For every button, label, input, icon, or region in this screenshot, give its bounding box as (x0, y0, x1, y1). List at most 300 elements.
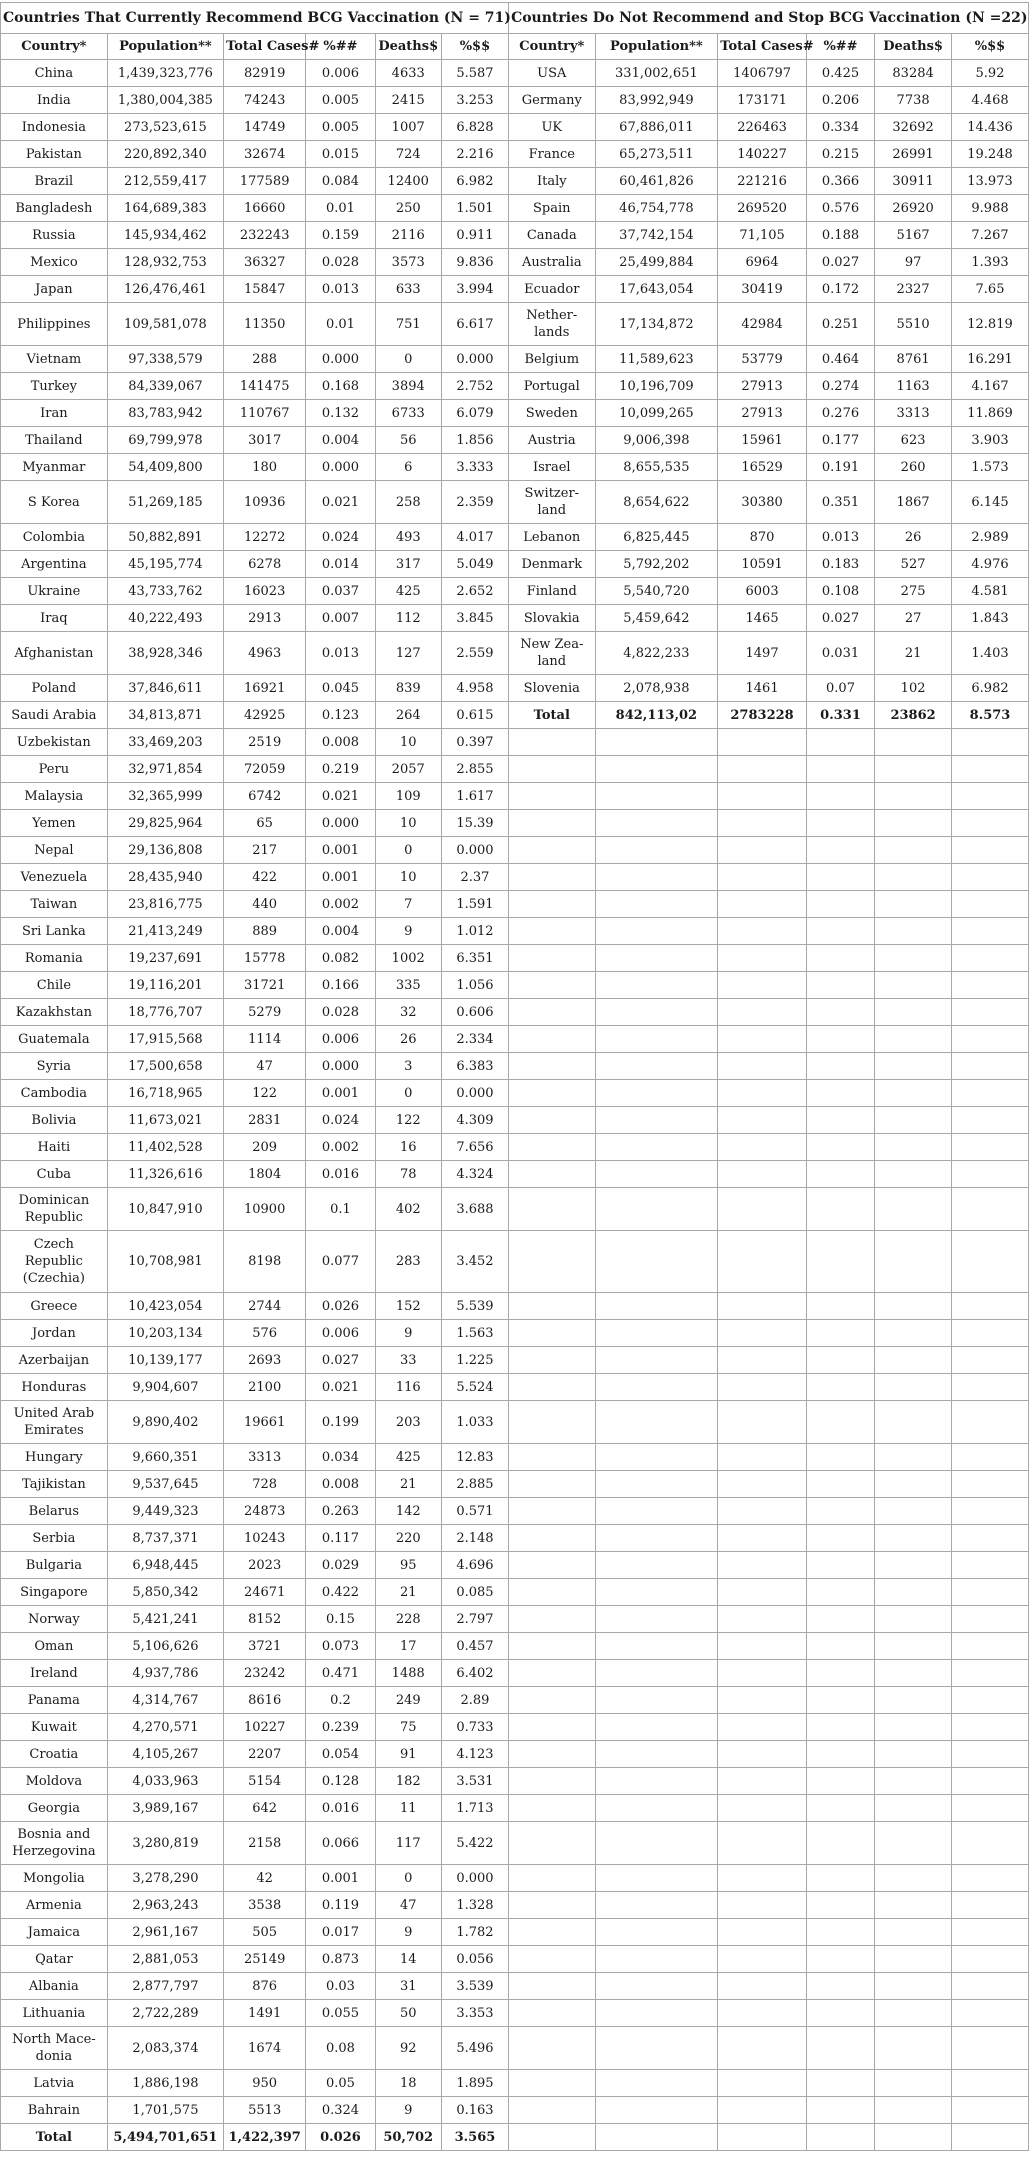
empty-cell (875, 1401, 952, 1444)
right-cell-deaths: 1163 (875, 373, 952, 400)
table-row (1, 1471, 1029, 1498)
left-cell-deaths: 182 (375, 1768, 441, 1795)
empty-cell (718, 1107, 807, 1134)
left-cell-total-cases: 8616 (224, 1687, 306, 1714)
empty-cell (806, 1714, 874, 1741)
table-row (1, 1660, 1029, 1687)
left-cell-population: 9,890,402 (107, 1401, 223, 1444)
left-cell-deaths: 724 (375, 141, 441, 168)
left-cell-deaths: 95 (375, 1552, 441, 1579)
empty-cell (875, 1134, 952, 1161)
empty-cell (595, 1444, 718, 1471)
table-row (1, 810, 1029, 837)
left-cell-total-cases: 3721 (224, 1633, 306, 1660)
right-cell-total-cases: 221216 (718, 168, 807, 195)
empty-cell (595, 1053, 718, 1080)
empty-cell (595, 837, 718, 864)
left-cell-total-cases: 122 (224, 1080, 306, 1107)
right-cell-deaths: 5510 (875, 303, 952, 346)
left-cell-death-percent: 5.496 (441, 2027, 508, 2070)
left-cell-deaths: 11 (375, 1795, 441, 1822)
empty-cell (875, 1231, 952, 1293)
left-cell-deaths: 0 (375, 346, 441, 373)
left-cell-population: 10,847,910 (107, 1188, 223, 1231)
right-cell-population: 8,655,535 (595, 454, 718, 481)
empty-cell (595, 1231, 718, 1293)
empty-cell (509, 1444, 595, 1471)
table-row (1, 114, 1029, 141)
left-cell-country: Vietnam (1, 346, 108, 373)
left-cell-death-percent: 1.713 (441, 1795, 508, 1822)
right-cell-death-percent: 6.982 (952, 675, 1029, 702)
left-cell-total-cases: 3017 (224, 427, 306, 454)
right-cell-case-percent: 0.183 (806, 551, 874, 578)
left-cell-death-percent: 2.89 (441, 1687, 508, 1714)
left-cell-population: 145,934,462 (107, 222, 223, 249)
left-cell-country: Romania (1, 945, 108, 972)
left-cell-population: 220,892,340 (107, 141, 223, 168)
empty-cell (595, 1293, 718, 1320)
left-cell-death-percent: 4.696 (441, 1552, 508, 1579)
empty-cell (875, 1026, 952, 1053)
left-cell-death-percent: 6.079 (441, 400, 508, 427)
right-cell-case-percent: 0.274 (806, 373, 874, 400)
empty-cell (718, 972, 807, 999)
empty-cell (595, 1892, 718, 1919)
left-cell-deaths: 9 (375, 2097, 441, 2124)
empty-cell (595, 1741, 718, 1768)
left-cell-deaths: 9 (375, 1919, 441, 1946)
left-cell-population: 6,948,445 (107, 1552, 223, 1579)
right-cell-case-percent: 0.172 (806, 276, 874, 303)
right-cell-death-percent: 12.819 (952, 303, 1029, 346)
table-row (1, 1498, 1029, 1525)
left-cell-population: 9,449,323 (107, 1498, 223, 1525)
left-cell-case-percent: 0.159 (306, 222, 375, 249)
table-row (1, 972, 1029, 999)
left-cell-population: 32,365,999 (107, 783, 223, 810)
left-cell-population: 1,439,323,776 (107, 60, 223, 87)
empty-cell (718, 2097, 807, 2124)
left-cell-total-cases: 2100 (224, 1374, 306, 1401)
left-cell-country: Mongolia (1, 1865, 108, 1892)
left-cell-total-cases: 1491 (224, 2000, 306, 2027)
right-cell-population: 10,099,265 (595, 400, 718, 427)
left-cell-population: 32,971,854 (107, 756, 223, 783)
left-cell-case-percent: 0.021 (306, 783, 375, 810)
empty-cell (875, 1053, 952, 1080)
right-cell-total-cases: 6003 (718, 578, 807, 605)
table-row (1, 1552, 1029, 1579)
left-cell-case-percent: 0.007 (306, 605, 375, 632)
left-cell-population: 273,523,615 (107, 114, 223, 141)
left-cell-case-percent: 0.166 (306, 972, 375, 999)
left-cell-deaths: 203 (375, 1401, 441, 1444)
right-cell-country: Canada (509, 222, 595, 249)
left-cell-population: 10,203,134 (107, 1320, 223, 1347)
left-cell-case-percent: 0.03 (306, 1973, 375, 2000)
right-total-case-percent: 0.331 (806, 702, 874, 729)
left-cell-country: Dominican Republic (1, 1188, 108, 1231)
left-cell-deaths: 56 (375, 427, 441, 454)
left-cell-total-cases: 10936 (224, 481, 306, 524)
right-cell-deaths: 26920 (875, 195, 952, 222)
left-cell-deaths: 31 (375, 1973, 441, 2000)
right-cell-population: 65,273,511 (595, 141, 718, 168)
empty-cell (509, 945, 595, 972)
left-cell-total-cases: 23242 (224, 1660, 306, 1687)
table-row (1, 1080, 1029, 1107)
left-cell-case-percent: 0.117 (306, 1525, 375, 1552)
right-cell-population: 10,196,709 (595, 373, 718, 400)
left-cell-deaths: 142 (375, 1498, 441, 1525)
right-cell-death-percent: 1.573 (952, 454, 1029, 481)
empty-cell (806, 999, 874, 1026)
right-cell-total-cases: 1406797 (718, 60, 807, 87)
right-cell-population: 17,134,872 (595, 303, 718, 346)
right-cell-case-percent: 0.206 (806, 87, 874, 114)
left-cell-total-cases: 74243 (224, 87, 306, 114)
left-cell-total-cases: 180 (224, 454, 306, 481)
empty-cell (952, 2000, 1029, 2027)
empty-cell (595, 1471, 718, 1498)
right-cell-country: Sweden (509, 400, 595, 427)
left-cell-deaths: 335 (375, 972, 441, 999)
left-cell-case-percent: 0.005 (306, 87, 375, 114)
left-cell-death-percent: 2.652 (441, 578, 508, 605)
empty-cell (595, 1320, 718, 1347)
empty-cell (875, 945, 952, 972)
empty-cell (806, 1946, 874, 1973)
left-cell-deaths: 317 (375, 551, 441, 578)
empty-cell (875, 1741, 952, 1768)
empty-cell (875, 1579, 952, 1606)
empty-cell (952, 1080, 1029, 1107)
left-cell-deaths: 16 (375, 1134, 441, 1161)
left-cell-total-cases: 42 (224, 1865, 306, 1892)
right-cell-deaths: 3313 (875, 400, 952, 427)
left-cell-death-percent: 4.017 (441, 524, 508, 551)
right-cell-total-cases: 71,105 (718, 222, 807, 249)
right-total-death-percent: 8.573 (952, 702, 1029, 729)
empty-cell (509, 2124, 595, 2151)
left-cell-case-percent: 0.024 (306, 524, 375, 551)
table-row (1, 1053, 1029, 1080)
table-row (1, 1525, 1029, 1552)
left-cell-country: S Korea (1, 481, 108, 524)
empty-cell (509, 1347, 595, 1374)
left-cell-population: 33,469,203 (107, 729, 223, 756)
left-cell-total-cases: 728 (224, 1471, 306, 1498)
left-cell-case-percent: 0.006 (306, 60, 375, 87)
right-cell-deaths: 21 (875, 632, 952, 675)
right-cell-case-percent: 0.177 (806, 427, 874, 454)
right-cell-deaths: 527 (875, 551, 952, 578)
empty-cell (718, 1293, 807, 1320)
empty-cell (952, 1741, 1029, 1768)
right-cell-death-percent: 4.468 (952, 87, 1029, 114)
right-cell-population: 11,589,623 (595, 346, 718, 373)
left-cell-population: 10,423,054 (107, 1293, 223, 1320)
left-cell-deaths: 220 (375, 1525, 441, 1552)
right-cell-total-cases: 870 (718, 524, 807, 551)
left-cell-death-percent: 0.457 (441, 1633, 508, 1660)
empty-cell (718, 1374, 807, 1401)
left-cell-country: Jordan (1, 1320, 108, 1347)
left-cell-country: Myanmar (1, 454, 108, 481)
empty-cell (509, 1892, 595, 1919)
left-cell-country: Norway (1, 1606, 108, 1633)
empty-cell (509, 1919, 595, 1946)
empty-cell (595, 1161, 718, 1188)
left-cell-population: 1,380,004,385 (107, 87, 223, 114)
empty-cell (806, 1919, 874, 1946)
empty-cell (875, 1606, 952, 1633)
left-cell-total-cases: 209 (224, 1134, 306, 1161)
table-row (1, 1892, 1029, 1919)
left-cell-case-percent: 0.028 (306, 999, 375, 1026)
left-cell-deaths: 75 (375, 1714, 441, 1741)
left-cell-case-percent: 0.008 (306, 1471, 375, 1498)
right-cell-death-percent: 1.403 (952, 632, 1029, 675)
left-cell-case-percent: 0.021 (306, 1374, 375, 1401)
empty-cell (595, 2070, 718, 2097)
left-cell-death-percent: 3.452 (441, 1231, 508, 1293)
right-cell-death-percent: 3.903 (952, 427, 1029, 454)
left-cell-total-cases: 889 (224, 918, 306, 945)
empty-cell (595, 1026, 718, 1053)
left-cell-total-cases: 440 (224, 891, 306, 918)
left-cell-population: 19,116,201 (107, 972, 223, 999)
left-cell-death-percent: 4.309 (441, 1107, 508, 1134)
left-cell-country: Czech Republic (Czechia) (1, 1231, 108, 1293)
left-cell-country: Lithuania (1, 2000, 108, 2027)
left-cell-population: 9,660,351 (107, 1444, 223, 1471)
left-cell-population: 2,961,167 (107, 1919, 223, 1946)
left-cell-country: Kuwait (1, 1714, 108, 1741)
left-cell-population: 19,237,691 (107, 945, 223, 972)
empty-cell (509, 1633, 595, 1660)
right-cell-country: France (509, 141, 595, 168)
left-cell-country: Chile (1, 972, 108, 999)
left-cell-case-percent: 0.008 (306, 729, 375, 756)
right-cell-population: 60,461,826 (595, 168, 718, 195)
left-cell-deaths: 3 (375, 1053, 441, 1080)
empty-cell (509, 1053, 595, 1080)
empty-cell (952, 1401, 1029, 1444)
left-cell-deaths: 3573 (375, 249, 441, 276)
left-cell-case-percent: 0.004 (306, 918, 375, 945)
left-cell-death-percent: 1.782 (441, 1919, 508, 1946)
empty-cell (806, 1865, 874, 1892)
left-cell-total-cases: 2023 (224, 1552, 306, 1579)
empty-cell (875, 1946, 952, 1973)
left-cell-country: Yemen (1, 810, 108, 837)
empty-cell (509, 1134, 595, 1161)
empty-cell (718, 1973, 807, 2000)
empty-cell (509, 999, 595, 1026)
left-cell-death-percent: 12.83 (441, 1444, 508, 1471)
left-cell-total-cases: 232243 (224, 222, 306, 249)
left-cell-population: 50,882,891 (107, 524, 223, 551)
right-cell-country: Portugal (509, 373, 595, 400)
left-cell-deaths: 6 (375, 454, 441, 481)
left-panel-title: Countries That Currently Recommend BCG Vaccination (N = 71) (1, 3, 509, 34)
left-cell-deaths: 9 (375, 1320, 441, 1347)
left-cell-deaths: 47 (375, 1892, 441, 1919)
left-cell-population: 5,421,241 (107, 1606, 223, 1633)
left-cell-population: 2,881,053 (107, 1946, 223, 1973)
empty-cell (718, 1919, 807, 1946)
right-cell-total-cases: 27913 (718, 373, 807, 400)
left-cell-country: Russia (1, 222, 108, 249)
left-cell-total-cases: 217 (224, 837, 306, 864)
empty-cell (509, 1401, 595, 1444)
right-cell-country: UK (509, 114, 595, 141)
empty-cell (595, 1107, 718, 1134)
left-cell-population: 38,928,346 (107, 632, 223, 675)
left-cell-country: Saudi Arabia (1, 702, 108, 729)
left-cell-total-cases: 950 (224, 2070, 306, 2097)
empty-cell (595, 2124, 718, 2151)
empty-cell (875, 1714, 952, 1741)
left-cell-total-cases: 25149 (224, 1946, 306, 1973)
left-cell-population: 5,106,626 (107, 1633, 223, 1660)
left-cell-country: Iraq (1, 605, 108, 632)
left-cell-population: 40,222,493 (107, 605, 223, 632)
empty-cell (952, 1795, 1029, 1822)
right-total-deaths: 23862 (875, 702, 952, 729)
left-cell-case-percent: 0.045 (306, 675, 375, 702)
left-cell-death-percent: 2.334 (441, 1026, 508, 1053)
empty-cell (718, 1347, 807, 1374)
left-cell-total-cases: 16660 (224, 195, 306, 222)
empty-cell (952, 729, 1029, 756)
empty-cell (875, 1865, 952, 1892)
left-cell-case-percent: 0.2 (306, 1687, 375, 1714)
right-cell-case-percent: 0.027 (806, 249, 874, 276)
left-cell-population: 212,559,417 (107, 168, 223, 195)
table-row (1, 1107, 1029, 1134)
table-row (1, 1768, 1029, 1795)
left-cell-death-percent: 6.982 (441, 168, 508, 195)
right-cell-case-percent: 0.251 (806, 303, 874, 346)
empty-cell (718, 891, 807, 918)
empty-cell (595, 1080, 718, 1107)
empty-cell (806, 1161, 874, 1188)
left-cell-case-percent: 0.219 (306, 756, 375, 783)
left-header-country: Country* (1, 34, 108, 60)
left-cell-death-percent: 1.225 (441, 1347, 508, 1374)
empty-cell (952, 1606, 1029, 1633)
left-cell-country: India (1, 87, 108, 114)
empty-cell (718, 1471, 807, 1498)
empty-cell (806, 2070, 874, 2097)
right-cell-deaths: 27 (875, 605, 952, 632)
right-cell-total-cases: 6964 (718, 249, 807, 276)
empty-cell (875, 918, 952, 945)
right-cell-population: 5,540,720 (595, 578, 718, 605)
left-cell-total-cases: 12272 (224, 524, 306, 551)
table-row (1, 454, 1029, 481)
left-cell-deaths: 21 (375, 1471, 441, 1498)
table-row (1, 605, 1029, 632)
right-cell-total-cases: 42984 (718, 303, 807, 346)
left-cell-death-percent: 3.845 (441, 605, 508, 632)
empty-cell (952, 1768, 1029, 1795)
left-cell-population: 51,269,185 (107, 481, 223, 524)
left-cell-death-percent: 1.056 (441, 972, 508, 999)
right-total-population: 842,113,02 (595, 702, 718, 729)
empty-cell (952, 1444, 1029, 1471)
empty-cell (952, 1231, 1029, 1293)
left-cell-deaths: 122 (375, 1107, 441, 1134)
empty-cell (718, 999, 807, 1026)
left-cell-death-percent: 2.855 (441, 756, 508, 783)
left-cell-deaths: 228 (375, 1606, 441, 1633)
empty-cell (875, 1293, 952, 1320)
right-cell-total-cases: 1465 (718, 605, 807, 632)
left-cell-population: 126,476,461 (107, 276, 223, 303)
empty-cell (595, 1633, 718, 1660)
empty-cell (952, 972, 1029, 999)
left-cell-case-percent: 0.084 (306, 168, 375, 195)
left-cell-deaths: 14 (375, 1946, 441, 1973)
empty-cell (595, 1660, 718, 1687)
left-total-case-percent: 0.026 (306, 2124, 375, 2151)
left-cell-population: 2,963,243 (107, 1892, 223, 1919)
right-header-country: Country* (509, 34, 595, 60)
empty-cell (952, 945, 1029, 972)
empty-cell (718, 1768, 807, 1795)
left-cell-deaths: 250 (375, 195, 441, 222)
empty-cell (952, 2097, 1029, 2124)
empty-cell (875, 2124, 952, 2151)
left-cell-country: Jamaica (1, 1919, 108, 1946)
empty-cell (595, 1714, 718, 1741)
right-cell-case-percent: 0.576 (806, 195, 874, 222)
left-cell-case-percent: 0.016 (306, 1795, 375, 1822)
empty-cell (718, 1946, 807, 1973)
left-cell-country: Nepal (1, 837, 108, 864)
left-cell-case-percent: 0.073 (306, 1633, 375, 1660)
left-cell-case-percent: 0.015 (306, 141, 375, 168)
empty-cell (509, 1107, 595, 1134)
right-cell-death-percent: 9.988 (952, 195, 1029, 222)
left-cell-total-cases: 110767 (224, 400, 306, 427)
left-cell-country: China (1, 60, 108, 87)
right-cell-total-cases: 140227 (718, 141, 807, 168)
right-cell-case-percent: 0.191 (806, 454, 874, 481)
table-row (1, 1579, 1029, 1606)
empty-cell (718, 1053, 807, 1080)
left-cell-case-percent: 0.021 (306, 481, 375, 524)
empty-cell (509, 1293, 595, 1320)
empty-cell (806, 1444, 874, 1471)
empty-cell (952, 1946, 1029, 1973)
left-cell-death-percent: 5.539 (441, 1293, 508, 1320)
left-cell-deaths: 1488 (375, 1660, 441, 1687)
empty-cell (875, 1347, 952, 1374)
left-cell-deaths: 2415 (375, 87, 441, 114)
left-cell-death-percent: 5.524 (441, 1374, 508, 1401)
empty-cell (718, 1401, 807, 1444)
left-cell-death-percent: 5.049 (441, 551, 508, 578)
left-header-population: Population** (107, 34, 223, 60)
left-cell-death-percent: 0.056 (441, 1946, 508, 1973)
empty-cell (509, 1768, 595, 1795)
empty-cell (806, 1188, 874, 1231)
